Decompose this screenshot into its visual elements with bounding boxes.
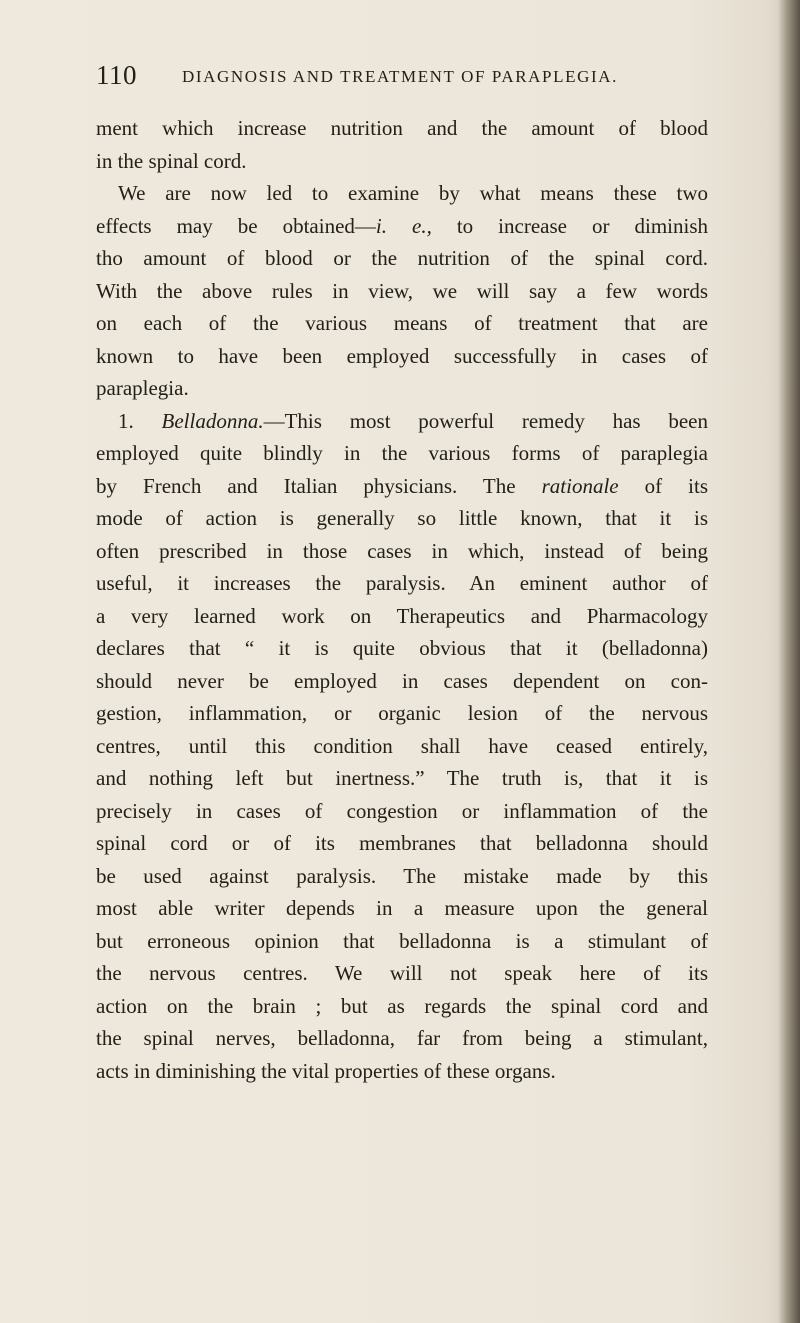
text-line: spinal cord or of its membranes that belladonna should	[96, 831, 708, 855]
text-line	[96, 210, 708, 243]
text-line: the spinal nerves, belladonna, far from being a stimulant,	[96, 1026, 708, 1050]
section-heading: Belladonna.	[161, 408, 264, 433]
paragraph-3	[96, 405, 708, 1088]
text-line	[96, 470, 708, 503]
paragraph-1	[96, 112, 708, 177]
text-line: gestion, inflammation, or organic lesion of the nervous	[96, 701, 708, 725]
text-line: employed quite blindly in the various forms of paraplegia	[96, 441, 708, 465]
ie-abbreviation: i. e.,	[375, 213, 432, 238]
text-line: centres, until this condition shall have ceased entirely,	[96, 733, 708, 758]
text-line: ment which increase nutrition and the amount of blood	[96, 116, 708, 140]
text-line: paraplegia.	[96, 376, 189, 400]
text-line: tho amount of blood or the nutrition of the spinal cord.	[96, 246, 708, 270]
running-head	[96, 60, 716, 100]
text-line: With the above rules in view, we will say a few words	[96, 278, 708, 303]
paragraph-2	[96, 177, 708, 405]
text-fragment: by French and Italian physicians. The	[96, 473, 542, 498]
rationale-term: rationale	[541, 473, 619, 498]
text-line: should never be employed in cases dependent on con-	[96, 668, 708, 693]
text-line: precisely in cases of congestion or inflammation of the	[96, 798, 708, 823]
text-line: on each of the various means of treatment that are	[96, 311, 708, 335]
text-fragment: to increase or diminish	[431, 213, 708, 238]
text-line: declares that “ it is quite obvious that it (belladonna)	[96, 636, 708, 660]
text-line: be used against paralysis. The mistake made by this	[96, 863, 708, 888]
text-line: useful, it increases the paralysis. An eminent author of	[96, 571, 708, 595]
text-line: action on the brain ; but as regards the spinal cord and	[96, 993, 708, 1018]
body-text	[96, 112, 708, 1087]
text-line	[96, 405, 708, 438]
text-line: but erroneous opinion that belladonna is a stimulant of	[96, 928, 708, 953]
section-number: 1.	[118, 408, 134, 433]
text-fragment: of its	[618, 473, 708, 498]
text-fragment: effects may be obtained—	[96, 213, 376, 238]
text-line: the nervous centres. We will not speak here of its	[96, 961, 708, 985]
text-line: a very learned work on Therapeutics and Pharmacology	[96, 603, 708, 628]
text-line: acts in diminishing the vital properties of these organs.	[96, 1058, 556, 1083]
text-fragment: —This most powerful remedy has been	[263, 408, 708, 433]
text-line: and nothing left but inertness.” The truth is, that it is	[96, 766, 708, 790]
text-line: We are now led to examine by what means these two	[118, 181, 708, 205]
text-line: in the spinal cord.	[96, 148, 247, 173]
text-line: mode of action is generally so little known, that it is	[96, 506, 708, 530]
text-line: most able writer depends in a measure upon the general	[96, 896, 708, 920]
running-title: DIAGNOSIS AND TREATMENT OF PARAPLEGIA.	[182, 67, 618, 86]
text-line: known to have been employed successfully in cases of	[96, 343, 708, 368]
page-gutter-shadow	[778, 0, 800, 1323]
text-line: often prescribed in those cases in which, instead of being	[96, 538, 708, 563]
page-number: 110	[96, 60, 137, 90]
